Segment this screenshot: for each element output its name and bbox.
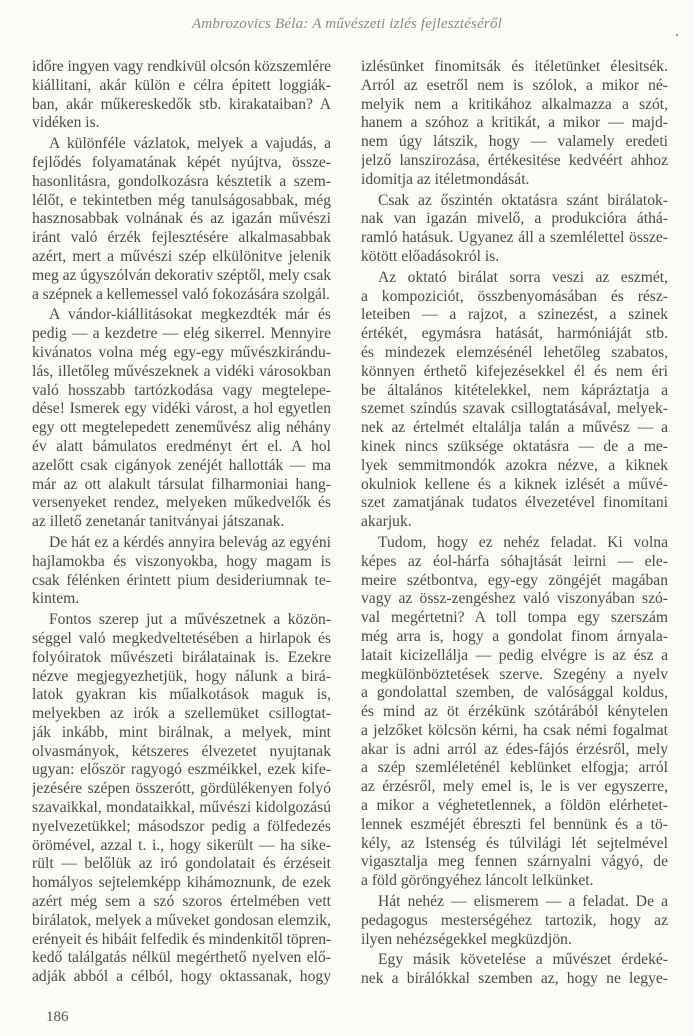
text-column-right (361, 58, 668, 991)
text-line: ják inkább, mint birálnak, a melyek, mint (32, 723, 331, 741)
paragraph (361, 192, 668, 267)
text-line: ilyen nehézségekkel megküzdjön. (361, 930, 572, 948)
text-line: csak félénken érintett pium desideriumnak te- (32, 571, 331, 589)
text-line: folyóiratok művészeti birálatainak is. Ezekre (32, 648, 331, 666)
paragraph (32, 135, 331, 304)
text-line: melyik nem a kritikához alkalmazza a szót, (361, 95, 668, 113)
text-line: jelző lanszirozása, értékesitése kedvéért ahhoz (361, 151, 668, 169)
text-line: egy ott megtelepedett zeneművész alig néhány (32, 419, 331, 437)
text-line: nek az értelmét eltalálja talán a művész — a (361, 419, 668, 437)
text-line: meire szétbontva, egy-egy zöngéjét magában (361, 571, 668, 589)
text-line: azért, mert a művészi szép elkülönitve jelenik (32, 247, 331, 265)
paragraph (361, 269, 668, 532)
text-line: A különféle vázlatok, melyek a vajudás, a (49, 135, 331, 153)
text-line: adják abból a célból, hogy oktassanak, hogy (32, 968, 331, 986)
text-line: hanem a szóhoz a kritikát, a mikor — majd- (361, 114, 668, 132)
text-line: erényeit és hibáit felfedik és mindenkitől töpren- (32, 930, 331, 948)
text-line: a szép szemléleténél keblünket elfogja; arról (361, 759, 668, 777)
text-line: a szépnek a kellemessel való fokozására szolgál. (32, 285, 330, 303)
text-line: A vándor-kiállitásokat megkezdték már és (49, 306, 331, 324)
text-line: év alatt bámulatos eredményt ért el. A hol (32, 437, 331, 455)
running-head: Ambrozovics Béla: A művészeti izlés fejlesztéséről (191, 16, 503, 32)
print-speck (676, 34, 678, 36)
text-line: rült — belőlük az iró gondolatait és érzéseit (32, 855, 331, 873)
text-line: és mindezek elemzésénél lehetőleg szabatos, (361, 343, 668, 361)
text-line: még arra is, hogy a gondolat finom árnyala- (361, 627, 668, 645)
text-line: azért még sem a szó szoros értelmében vett (32, 893, 331, 911)
text-column-left (32, 58, 331, 989)
text-line: De hát ez a kérdés annyira belevág az egyéni (49, 533, 331, 551)
text-line: hajlamokba és viszonyokba, hogy magam is (32, 552, 331, 570)
text-line: lennek eszméjét ébreszti fel bennünk és a tö- (361, 815, 668, 833)
text-line: kély, az Istenség és túlvilági lét sejtelmével (361, 834, 668, 852)
text-line: versenyeket rendez, melyeken műkedvelők és (32, 494, 331, 512)
text-line: Egy másik követelése a művészet érdeké- (378, 951, 668, 969)
text-line: kötött előadásokról is. (361, 247, 500, 265)
text-line: ban, akár műkereskedők stb. kirakataiban? A (32, 95, 331, 113)
page-number: 186 (46, 1009, 69, 1025)
text-line: szemet színdús szavak csillogtatásával, melyek- (361, 400, 668, 418)
text-line: Arról az esetről nem is szólok, a mikor né- (361, 76, 668, 94)
text-line: pedig — a kezdetre — elég sikerrel. Mennyire (32, 325, 331, 343)
text-line: akar is adni arról az édes-fájós érzésről, mely (361, 740, 668, 758)
paragraph (32, 58, 331, 133)
text-line: lélőt, e tekintetben még tanulságosabbak, még (32, 191, 331, 209)
text-line: pedagogus mesterségéhez tartozik, hogy az (361, 911, 668, 929)
text-line: könnyen érthető kifejezésekkel él és nem éri (361, 362, 668, 380)
text-line: Fontos szerep jut a művészetnek a közön- (49, 611, 331, 629)
paragraph (361, 534, 668, 891)
text-line: iránt való érzék fejlesztésére alkalmasabbak (32, 229, 331, 247)
text-line: örömével, azzal t. i., hogy sikerült — ha sike- (32, 836, 331, 854)
text-line: vigasztalja meg fennen szárnyalni vágyó, de (361, 853, 668, 871)
text-line: képes az éol-hárfa sóhajtását leirni — ele- (361, 552, 668, 570)
text-line: birálatok, melyek a műveket gondosan elemzik, (32, 911, 331, 929)
text-line: Az oktató birálat sorra veszi az eszmét, (378, 268, 668, 286)
paragraph (361, 893, 668, 949)
text-line: azelőtt csak cigányok zenéjét hallották — ma (32, 456, 331, 474)
text-line: Csak az őszintén oktatásra szánt birálatok- (378, 191, 668, 209)
text-line: idomitja az itéletmondását. (361, 170, 530, 188)
text-line: olvasmányok, kétszeres élvezetet nyujtanak (32, 742, 331, 760)
paragraph (32, 534, 331, 609)
text-line: izlésünket finomitsák és itéletünket élesitsék. (361, 58, 668, 75)
text-line: kivánatos volna még egy-egy művészkirándu- (32, 343, 331, 361)
text-line: hasznosabbak volnának és az igazán művészi (32, 210, 331, 228)
text-line: kiállitani, akár külön e célra épitett loggiák- (32, 76, 331, 94)
text-line: latok gyakran kis műalkotások maguk is, (32, 686, 331, 704)
text-line: be általános kitételekkel, nem kápráztatja a (361, 381, 668, 399)
text-line: nak van igazán mivelő, a produkcióra áthá- (361, 210, 668, 228)
text-line: kinek nincs szüksége oktatásra — de a me- (361, 437, 668, 455)
text-line: ugyan: először ragyogó eszméikkel, ezek kife- (32, 761, 331, 779)
text-line: vidéken is. (32, 114, 100, 132)
text-line: homályos sejtelemképp kihámoznunk, de ezek (32, 874, 331, 892)
text-line: a jelzőket kölcsön kérni, ha csak némi fogalmat (361, 721, 668, 739)
paragraph (32, 611, 331, 987)
paragraph (361, 951, 668, 989)
text-line: szavaikkal, mondataikkal, művészi kidolgozású (32, 799, 331, 817)
text-line: dése! Ismerek egy vidéki várost, a hol egyetlen (32, 400, 331, 418)
text-line: nek a birálókkal szemben az, hogy ne legye- (361, 970, 668, 988)
text-line: séggel való megkedveltetésében a hirlapok és (32, 629, 331, 647)
text-line: vagy az össz-zengéshez való viszonyában szó- (361, 590, 668, 608)
text-line: val megértetni? A toll tompa egy szerszám (361, 609, 668, 627)
text-line: lás, illetőleg művészeknek a vidéki városokban (32, 362, 331, 380)
text-line: kedő találgatás nélkül megérthető nyelven elő- (32, 949, 331, 967)
text-line: latait kicizellálja — pedig elvégre is az ész a (361, 646, 668, 664)
text-line: okulniok kellene és a kiknek izlését a művé- (361, 475, 668, 493)
text-line: és mind az öt érzékünk szótárából kénytelen (361, 703, 668, 721)
text-line: a gondolattal szemben, de valósággal koldus, (361, 684, 668, 702)
text-line: nyelvezetükkel; másodszor pedig a fölfedezés (32, 817, 331, 835)
text-line: az érzésről, mely emel is, le is ver egyszerre, (361, 778, 668, 796)
text-line: a mikor a véghetetlennek, a földön elérhetet- (361, 797, 668, 815)
text-line: az illető zenetanár tanitványai játszanak. (32, 513, 285, 531)
text-line: való hosszabb tartózkodása vagy megtelepe- (32, 381, 331, 399)
text-line: akarjuk. (361, 513, 412, 531)
text-line: Hát nehéz — elismerem — a feladat. De a (378, 893, 668, 911)
text-line: a kompoziciót, összbenyomásában és rész- (361, 287, 668, 305)
text-line: Tudom, hogy ez nehéz feladat. Ki volna (378, 533, 668, 551)
text-line: leteiben — a rajzot, a szinezést, a szinek (361, 306, 668, 324)
text-line: melyekben az irók a szellemüket csillogtat- (32, 705, 331, 723)
text-line: meg az úgyszólván dekorativ széptől, mely csak (32, 266, 331, 284)
text-line: szet zamatjának tudatos élvezetével finomitani (361, 494, 668, 512)
text-line: nézve megjegyezhetjük, hogy nálunk a birá- (32, 667, 331, 685)
text-line: megkülönböztetések szerve. Szegény a nyelv (361, 665, 668, 683)
paragraph (361, 58, 668, 190)
text-line: kintem. (32, 590, 80, 608)
text-line: fejlődés folyamatának képét nyújtva, össze- (32, 153, 331, 171)
text-line: hasonlitásra, gondolkozásra késztetik a szem- (32, 172, 331, 190)
paragraph (32, 306, 331, 532)
text-line: lyek semmitmondók azokra nézve, a kiknek (361, 456, 668, 474)
text-line: jezésére szépen összerótt, gördülékenyen folyó (32, 780, 331, 798)
text-line: ramló hatásuk. Ugyanez áll a szemlélettel össze- (361, 229, 668, 247)
text-line: időre ingyen vagy rendkivül olcsón közszemlére (32, 58, 331, 75)
text-line: már az ott alakult társulat filharmoniai hang- (32, 475, 331, 493)
text-line: nem úgy látszik, hogy — valamely eredeti (361, 133, 668, 151)
text-line: értékét, egymásra hatását, harmóniáját stb. (361, 325, 668, 343)
text-line: a föld göröngyéhez láncolt lelkünket. (361, 872, 594, 890)
